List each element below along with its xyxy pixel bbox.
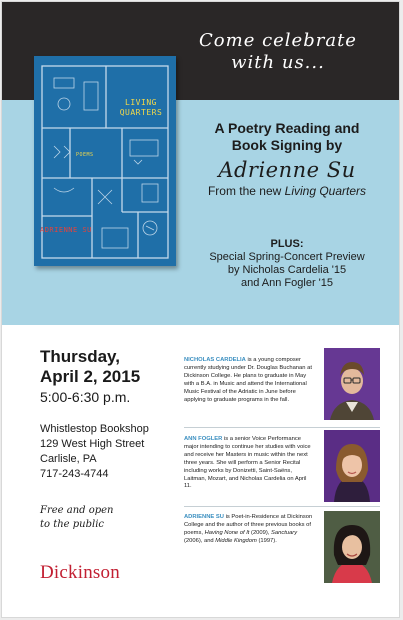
plus-line-3-prefix: and: [240, 277, 262, 289]
portrait-adrienne-su: [324, 511, 380, 583]
bio-text: is a young composer currently studying under Dr. Douglas Buchanan at Dickinson College. He plans to graduate in May with a B.A. in Music and attend the International Music Festival of the Adriatic in June before applying to graduate programs in the fall.: [184, 357, 312, 403]
event-day: Thursday,: [40, 347, 120, 366]
bio-name: ANN FOGLER: [184, 436, 223, 442]
free-line-1: Free and open: [40, 505, 114, 516]
venue-phone: 717-243-4744: [40, 468, 109, 480]
plus-line-2: [188, 264, 386, 277]
event-info: [40, 347, 180, 482]
venue-name: Whistlestop Bookshop: [40, 423, 149, 435]
event-poster: [2, 2, 399, 617]
headline-line-2: Book Signing by: [231, 137, 343, 153]
event-venue: [40, 422, 180, 482]
plus-line-2-name: Nicholas Cardelia '15: [242, 264, 347, 276]
celebrate-line-1: Come celebrate: [199, 30, 357, 51]
book-cover: [34, 56, 176, 266]
bio-text: is a senior Voice Performance major intending to continue her studies with voice and receive her Masters in music within the next three years. She will perform a Senior Recital including works by Donizetti, Saint-Saëns, Laitman, Mozart, and Nicholas Cardelia on April 11.: [184, 436, 311, 490]
bio-adrienne-su: [184, 514, 314, 546]
plus-line-2-prefix: by: [227, 264, 243, 276]
plus-line-3-name: Ann Fogler '15: [261, 277, 333, 289]
bio-work-title: Having None of It: [204, 529, 250, 536]
book-title-line-2: QUARTERS: [119, 108, 163, 117]
venue-street: 129 West High Street: [40, 438, 145, 450]
plus-label: PLUS:: [270, 238, 304, 250]
bio-work-title: Sanctuary: [271, 529, 298, 536]
bio-divider: [184, 427, 380, 428]
portrait-ann-fogler: [324, 430, 380, 502]
bio-nicholas-cardelia: [184, 357, 314, 404]
event-time: 5:00-6:30 p.m.: [40, 389, 131, 405]
book-subtitle: POEMS: [76, 152, 94, 158]
dickinson-logo: Dickinson: [40, 562, 120, 583]
venue-city: Carlisle, PA: [40, 453, 97, 465]
plus-line-3: [188, 277, 386, 290]
book-author: ADRIENNE SU: [40, 226, 92, 234]
bio-work-title: Middle Kingdom: [215, 537, 257, 544]
book-title-line-1: LIVING: [125, 98, 157, 107]
headline-from-title: Living Quarters: [284, 184, 367, 198]
bio-text: (2006), and: [184, 537, 216, 544]
free-line-2: to the public: [40, 519, 105, 530]
headline-line-1: A Poetry Reading and: [214, 120, 360, 136]
bio-text: (2009),: [249, 529, 272, 536]
headline-from: [188, 184, 386, 198]
headline-from-prefix: From the new: [207, 184, 285, 198]
bio-name: ADRIENNE SU: [184, 514, 224, 520]
headline-author: Adrienne Su: [218, 158, 356, 182]
headline: [188, 120, 386, 198]
bio-name: NICHOLAS CARDELIA: [184, 357, 246, 363]
celebrate-tagline: [178, 30, 378, 74]
book-title: [110, 98, 172, 118]
portrait-nicholas-cardelia: [324, 348, 380, 420]
bio-text: (1997).: [256, 537, 277, 544]
bio-ann-fogler: [184, 436, 314, 491]
bio-text: is Poet-in-Residence at Dickinson College and the author of three previous books of poems,: [184, 514, 313, 536]
plus-block: [188, 238, 386, 290]
event-date: April 2, 2015: [40, 367, 141, 386]
floor-plan-illustration: [34, 56, 176, 266]
celebrate-line-2: with us...: [231, 52, 325, 73]
bio-divider: [184, 506, 380, 507]
free-admission-note: [40, 504, 160, 532]
plus-line-1: Special Spring-Concert Preview: [209, 251, 365, 263]
